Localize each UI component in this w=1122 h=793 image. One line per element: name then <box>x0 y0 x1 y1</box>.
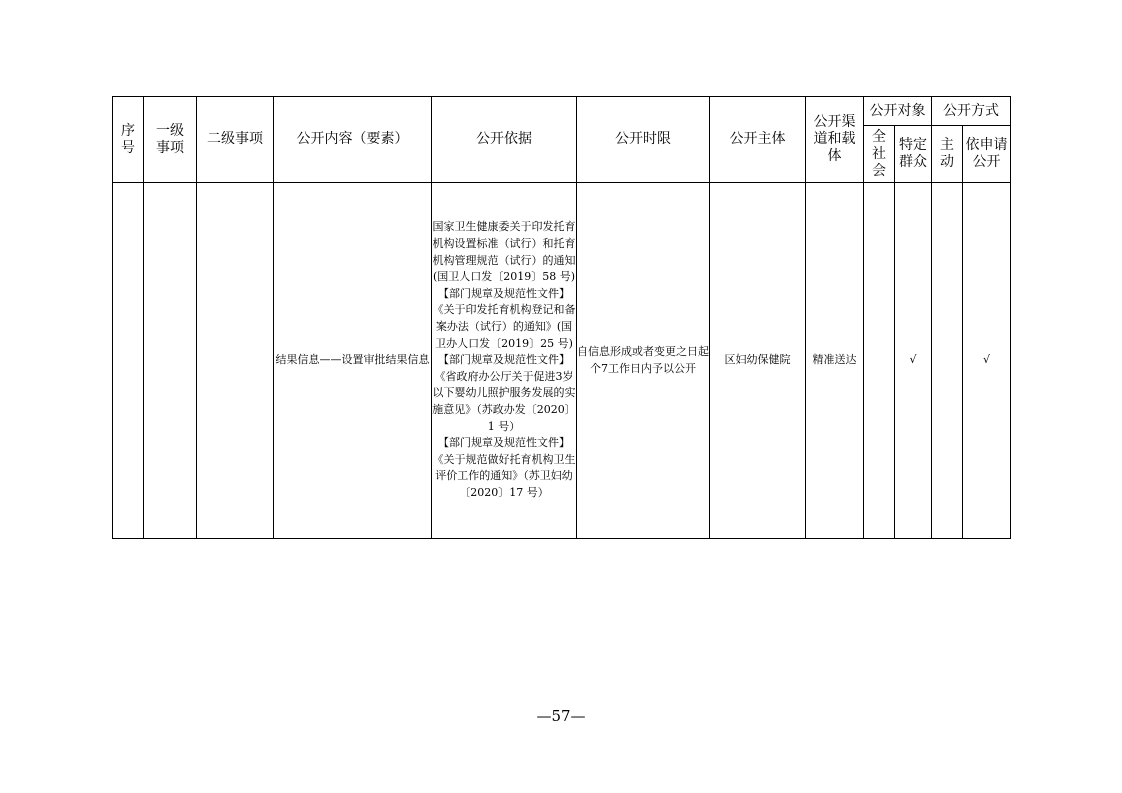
disclosure-table <box>112 96 1011 539</box>
basis-item: 国家卫生健康委关于印发托育机构设置标准（试行）和托育机构管理规范（试行）的通知(国卫人口发〔2019〕58 号) <box>432 220 576 284</box>
header-basis: 公开依据 <box>432 97 577 183</box>
cell-level2 <box>197 183 274 539</box>
cell-method-active <box>932 183 963 539</box>
cell-channel: 精准送达 <box>806 183 864 539</box>
header-method: 公开方式 <box>932 97 1011 126</box>
header-subject: 公开主体 <box>710 97 806 183</box>
cell-subject: 区妇幼保健院 <box>710 183 806 539</box>
cell-target-all <box>864 183 895 539</box>
basis-item: 【部门规章及规范性文件】 <box>438 353 570 367</box>
header-time-limit: 公开时限 <box>577 97 710 183</box>
header-method-request: 依申请公开 <box>963 126 1011 183</box>
header-target-all: 全社会 <box>864 126 895 183</box>
page-number: —57— <box>536 707 586 725</box>
header-content: 公开内容（要素） <box>274 97 432 183</box>
header-level1: 一级事项 <box>144 97 197 183</box>
cell-time-limit: 自信息形成或者变更之日起个7工作日内予以公开 <box>577 183 710 539</box>
basis-item: 《关于规范做好托育机构卫生评价工作的通知》（苏卫妇幼〔2020〕17 号） <box>432 452 576 499</box>
basis-item: 【部门规章及规范性文件】 <box>438 286 570 300</box>
basis-item: 《省政府办公厅关于促进3岁以下婴幼儿照护服务发展的实施意见》（苏政办发〔2020〕1 号） <box>432 369 576 433</box>
header-target-specific: 特定群众 <box>895 126 932 183</box>
header-level2: 二级事项 <box>197 97 274 183</box>
cell-method-request: √ <box>963 183 1011 539</box>
cell-basis <box>432 183 577 539</box>
cell-content: 结果信息——设置审批结果信息 <box>274 183 432 539</box>
basis-item: 【部门规章及规范性文件】 <box>438 436 570 450</box>
table-row <box>113 183 1011 539</box>
cell-level1 <box>144 183 197 539</box>
header-seq: 序号 <box>113 97 144 183</box>
cell-target-specific: √ <box>895 183 932 539</box>
header-method-active: 主动 <box>932 126 963 183</box>
basis-item: 《关于印发托育机构登记和备案办法（试行）的通知》(国卫办人口发〔2019〕25 号) <box>432 303 576 350</box>
cell-seq <box>113 183 144 539</box>
header-target: 公开对象 <box>864 97 932 126</box>
header-channel: 公开渠道和载体 <box>806 97 864 183</box>
